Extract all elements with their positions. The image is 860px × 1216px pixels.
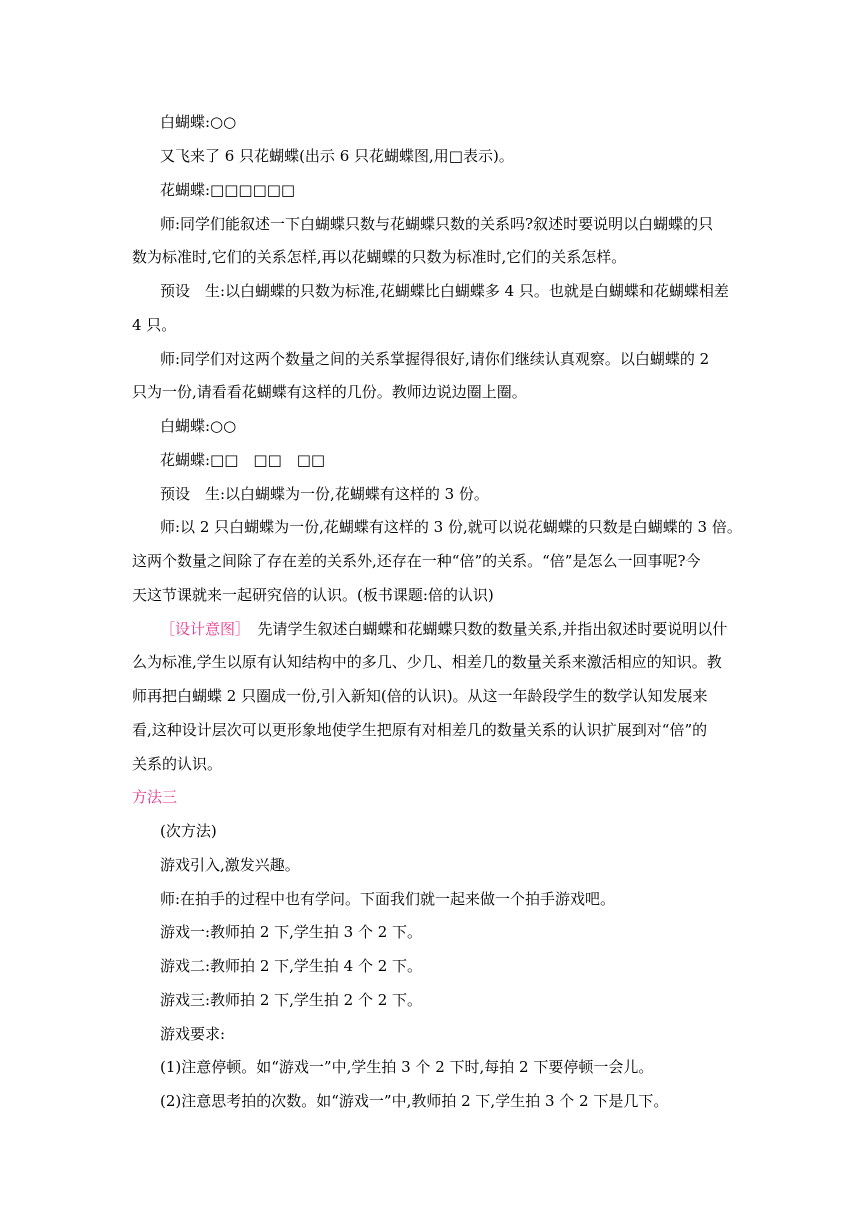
text-line: 花蝴蝶:□□ □□ □□ (160, 451, 326, 469)
text-line: 白蝴蝶:○○ (160, 113, 237, 131)
section-heading: 方法三 (132, 788, 178, 806)
text-line: 师再把白蝴蝶 2 只圈成一份,引入新知(倍的认识)。从这一年龄段学生的数学认知发展来 (132, 687, 708, 705)
text-line: (1)注意停顿。如“游戏一”中,学生拍 3 个 2 下时,每拍 2 下要停顿一会儿。 (160, 1058, 654, 1076)
text-line: 预设 生:以白蝴蝶的只数为标准,花蝴蝶比白蝴蝶多 4 只。也就是白蝴蝶和花蝴蝶相差 (160, 282, 729, 300)
text-line: (2)注意思考拍的次数。如“游戏一”中,教师拍 2 下,学生拍 3 个 2 下是几下。 (160, 1092, 669, 1110)
text-line: 看,这种设计层次可以更形象地使学生把原有对相差几的数量关系的认识扩展到对“倍”的 (132, 721, 708, 739)
text-line: 这两个数量之间除了存在差的关系外,还存在一种“倍”的关系。“倍”是怎么一回事呢?今 (132, 552, 701, 570)
text-line: 么为标准,学生以原有认知结构中的多几、少几、相差几的数量关系来激活相应的知识。教 (132, 653, 722, 671)
text-line: 游戏要求: (160, 1025, 226, 1043)
text-line: 师:以 2 只白蝴蝶为一份,花蝴蝶有这样的 3 份,就可以说花蝴蝶的只数是白蝴蝶的 3 倍。 (160, 518, 742, 536)
text-line: 游戏二:教师拍 2 下,学生拍 4 个 2 下。 (160, 957, 423, 975)
design-intent-text: 先请学生叙述白蝴蝶和花蝴蝶只数的数量关系,并指出叙述时要说明以什 (257, 620, 728, 638)
text-line: 游戏一:教师拍 2 下,学生拍 3 个 2 下。 (160, 923, 423, 941)
text-line: 白蝴蝶:○○ (160, 417, 237, 435)
text-line: 关系的认识。 (132, 755, 223, 773)
text-line: 花蝴蝶:□□□□□□ (160, 181, 296, 199)
text-line: (次方法) (160, 822, 217, 840)
text-line: 师:在拍手的过程中也有学问。下面我们就一起来做一个拍手游戏吧。 (160, 890, 616, 908)
text-line: 师:同学们对这两个数量之间的关系掌握得很好,请你们继续认真观察。以白蝴蝶的 2 (160, 350, 710, 368)
text-line: 师:同学们能叙述一下白蝴蝶只数与花蝴蝶只数的关系吗?叙述时要说明以白蝴蝶的只 (160, 215, 714, 233)
text-line: 4 只。 (132, 316, 177, 334)
text-line: 数为标准时,它们的关系怎样,再以花蝴蝶的只数为标准时,它们的关系怎样。 (132, 248, 627, 266)
text-line: 只为一份,请看看花蝴蝶有这样的几份。教师边说边圈上圈。 (132, 383, 527, 401)
text-line: 天这节课就来一起研究倍的认识。(板书课题:倍的认识) (132, 586, 494, 604)
text-line: 又飞来了 6 只花蝴蝶(出示 6 只花蝴蝶图,用□表示)。 (160, 147, 514, 165)
design-intent-label: ［设计意图］ (160, 620, 243, 638)
design-intent-paragraph (160, 619, 736, 639)
text-line: 预设 生:以白蝴蝶为一份,花蝴蝶有这样的 3 份。 (160, 485, 489, 503)
text-line: 游戏三:教师拍 2 下,学生拍 2 个 2 下。 (160, 991, 423, 1009)
text-line: 游戏引入,激发兴趣。 (160, 856, 300, 874)
